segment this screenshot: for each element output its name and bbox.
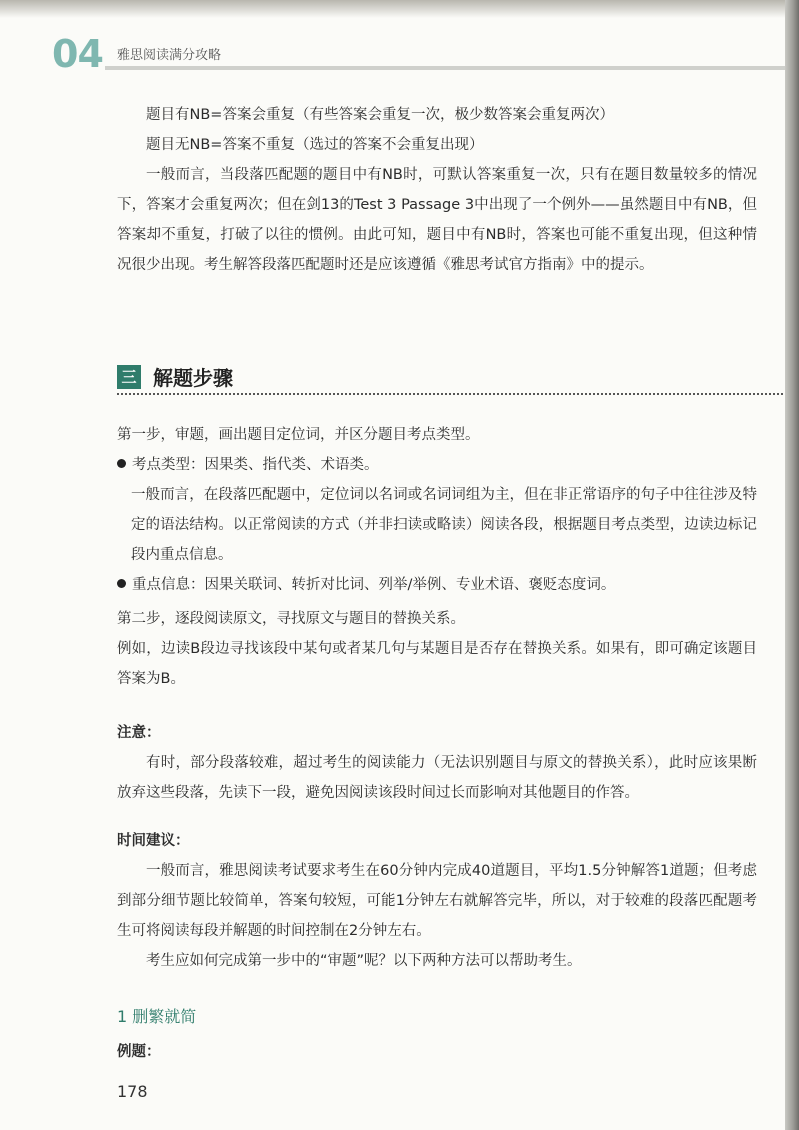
method1-title: 1 删繁就简	[117, 1007, 197, 1026]
intro-nb-line: 题目有NB=答案会重复（有些答案会重复一次，极少数答案会重复两次）	[146, 107, 614, 123]
time-followup: 考生应如何完成第一步中的“审题”呢？以下两种方法可以帮助考生。	[146, 953, 582, 969]
intro-block	[117, 100, 757, 280]
step2-title: 第二步，逐段阅读原文，寻找原文与题目的替换关系。	[117, 611, 465, 627]
section-number-box: 三	[117, 365, 141, 389]
bullet-icon	[117, 579, 126, 588]
note-text: 有时，部分段落较难，超过考生的阅读能力（无法识别题目与原文的替换关系），此时应该果断放弃这些段落，先读下一段，避免因阅读该段时间过长而影响对其他题目的作答。	[117, 755, 757, 801]
step2-desc: 例如，边读B段边寻找该段中某句或者某几句与某题目是否存在替换关系。如果有，即可确定该题目答案为B。	[117, 641, 757, 687]
section-title: 解题步骤	[153, 366, 233, 390]
step1-title: 第一步，审题，画出题目定位词，并区分题目考点类型。	[117, 427, 480, 443]
note-block	[117, 718, 757, 808]
time-text: 一般而言，雅思阅读考试要求考生在60分钟内完成40道题目，平均1.5分钟解答1道题；但考虑到部分细节题比较简单，答案句较短，可能1分钟左右就解答完毕，所以，对于较难的段落匹配题考生可将阅读每段并解题的时间控制在2分钟左右。	[117, 863, 757, 939]
step1-bullet1-text: 考点类型：因果类、指代类、术语类。	[132, 457, 379, 473]
intro-paragraph: 一般而言，当段落匹配题的题目中有NB时，可默认答案重复一次，只有在题目数量较多的情况下，答案才会重复两次；但在剑13的Test 3 Passage 3中出现了一个例外——虽然题目中有NB，但答案却不重复，打破了以往的惯例。由此可知，题目中有NB时，答案也可能不重复出现，但这种情况很少出现。考生解答段落匹配题时还是应该遵循《雅思考试官方指南》中的提示。	[117, 167, 757, 273]
note-label: 注意：	[117, 725, 161, 741]
book-edge	[785, 0, 799, 1130]
step1-bullet2	[117, 570, 757, 600]
section-heading	[117, 362, 787, 398]
step1-block	[117, 420, 757, 600]
example-label: 例题：	[117, 1044, 161, 1060]
time-label: 时间建议：	[117, 833, 190, 849]
step1-bullet2-text: 重点信息：因果关联词、转折对比词、列举/举例、专业术语、褒贬态度词。	[132, 577, 616, 593]
page-top-shadow	[0, 0, 785, 18]
chapter-number: 04	[52, 32, 103, 76]
page-number: 178	[117, 1082, 148, 1101]
step2-block	[117, 604, 757, 694]
header-rule	[105, 66, 785, 70]
bullet-icon	[117, 459, 126, 468]
step1-bullet1-desc: 一般而言，在段落匹配题中，定位词以名词或名词词组为主，但在非正常语序的句子中往往涉及特定的语法结构。以正常阅读的方式（并非扫读或略读）阅读各段，根据题目考点类型，边读边标记段内重点信息。	[131, 487, 757, 563]
section-dotted-rule	[117, 393, 787, 395]
chapter-title: 雅思阅读满分攻略	[117, 48, 222, 63]
time-block	[117, 826, 757, 976]
intro-no-nb-line: 题目无NB=答案不重复（选过的答案不会重复出现）	[146, 137, 484, 153]
step1-bullet1	[117, 450, 757, 480]
